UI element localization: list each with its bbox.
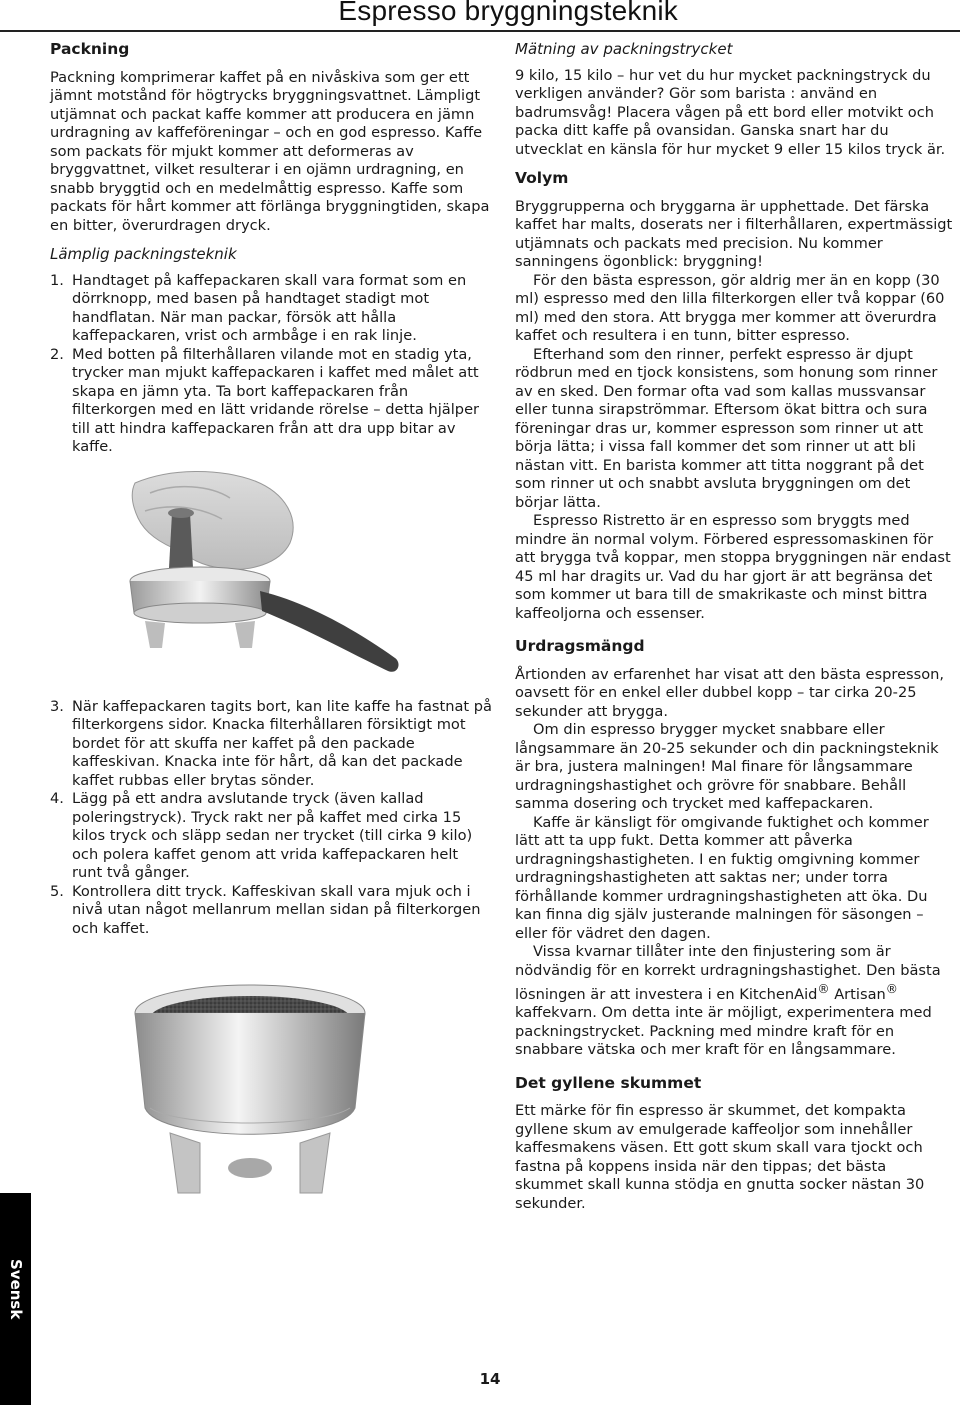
step-text: Handtaget på kaffepackaren skall vara format som en dörrknopp, med basen på handtaget stadigt mot handflatan. När man packar, försök att hålla kaffepackaren, vrist och armbåge i en rak linje. [72, 271, 467, 344]
step-number: 1. [50, 271, 64, 289]
packning-paragraph: Packning komprimerar kaffet på en nivåskiva som ger ett jämnt motstånd för högtrycks bryggningsvattnet. Lämpligt utjämnat och packat kaffe kommer att producera en jämn urdragning av kaffeföreningar – och en god espresso. Kaffe som packats för mjukt kommer att deformeras av bryggvattnet, vilket resulterar i en ojämn urdragning, en snabb bryggtid och en medelmåttig espresso. Kaffe som packats för hårt kommer att förlänga bryggningtiden, skapa en bitter, överurdragen dryck. [50, 68, 490, 234]
steps-list-a [50, 272, 492, 457]
step-number: 2. [50, 345, 64, 363]
registered-mark: ® [817, 982, 830, 996]
step-number: 5. [50, 882, 64, 900]
urdrag-paragraph [515, 943, 955, 1060]
page-number: 14 [479, 1370, 501, 1388]
step-number: 4. [50, 790, 64, 807]
tamping-illustration [50, 463, 450, 688]
urdrag-text: Vissa kvarnar tillåter inte den finjustering som är nödvändig för en korrekt urdragningshastighet. Den bästa lösningen är att investera i en KitchenAid [515, 943, 941, 1003]
language-label: Svensk [7, 1259, 25, 1320]
step-item [50, 272, 492, 346]
urdrag-paragraph: Om din espresso brygger mycket snabbare eller långsammare än 20-25 sekunder och din packningsteknik är bra, justera malningen! Mal finare för långsammare urdragningshastighet och grövre för snabbare. Behåll samma dosering och trycket med kaffepackaren. [515, 721, 939, 812]
volym-paragraph: Espresso Ristretto är en espresso som bryggts med mindre än normal volym. Förbered espressomaskinen för att brygga två koppar, men stoppa bryggningen när endast 45 ml har dragits ur. Vad du har gjort är att begränsa det som kommer ut bara till de smakrikaste och minst bittra kaffeoljorna och essenser. [515, 512, 951, 622]
step-item [50, 698, 492, 791]
urdrag-heading: Urdragsmängd [515, 637, 645, 655]
skum-paragraph: Ett märke för fin espresso är skummet, det kompakta gyllene skum av emulgerade kaffeoljor som innehåller kaffesmakens väsen. Ett gott skum skall vara tjockt och fastna på koppens insida när den tippas; det bästa skummet skall kunna stödja en gnutta socker nästan 30 sekunder. [515, 1102, 925, 1212]
step-text: Med botten på filterhållaren vilande mot en stadig yta, trycker man mjukt kaffepackaren i kaffet med målet att skapa en jämn yta. Ta bort kaffepackaren från filterkorgen med en lätt vridande rörelse – detta hjälper till att hindra kaffepackaren från att dra upp bitar av kaffe. [72, 345, 480, 455]
volym-paragraph: För den bästa espresson, gör aldrig mer än en kopp (30 ml) espresso med den lilla filterkorgen eller två koppar (60 ml) med den stora. Att brygga mer kommer att överurdra kaffet och resultera i en tunn, bitter espresso. [515, 271, 945, 344]
language-tab [0, 1193, 31, 1405]
matning-paragraph: 9 kilo, 15 kilo – hur vet du hur mycket packningstryck du verkligen använder? Gör som barista : använd en badrumsvåg! Placera vågen på ett bord eller motvikt och packa ditt kaffe på ovansidan. Ganska snart har du utvecklat en känsla för hur mycket 9 eller 15 kilos tryck är. [515, 66, 946, 158]
skum-heading: Det gyllene skummet [515, 1073, 702, 1092]
volym-heading: Volym [515, 169, 569, 187]
page-header [0, 0, 960, 32]
registered-mark: ® [885, 982, 898, 996]
page-title: Espresso bryggningsteknik [338, 0, 678, 26]
matning-heading: Mätning av packningstrycket [515, 40, 733, 58]
filter-basket-illustration [50, 958, 450, 1218]
right-column [515, 40, 955, 1223]
step-text: Lägg på ett andra avslutande tryck (även kallad poleringstryck). Tryck rakt ner på kaffet med cirka 15 kilos tryck och släpp sedan ner trycket (till cirka 9 kilo) och polera kaffet genom att vrida kaffepackaren helt runt två gånger. [72, 790, 473, 881]
step-item [50, 790, 492, 883]
step-text: När kaffepackaren tagits bort, kan lite kaffe ha fastnat på filterkorgens sidor. Knacka filterhållaren försiktigt mot bordet för att skuffa ner kaffet på den packade kaffeskivan. Knacka inte för hårt, då kan det packade kaffet rubbas eller brytas sönder. [72, 697, 493, 789]
urdrag-text: kaffekvarn. Om detta inte är möjligt, experimentera med packningstrycket. Packning med mindre kraft för en snabbare vätska och mer kraft för en långsammare. [515, 1004, 932, 1059]
volym-paragraph: Bryggrupperna och bryggarna är upphettade. Det färska kaffet har malts, doserats ner i filterhållaren, expertmässigt utjämnats och packats med precision. Nu kommer sanningens ögonblick: bryggning! [515, 197, 953, 270]
urdrag-paragraph: Kaffe är känsligt för omgivande fuktighet och kommer lätt att ta upp fukt. Detta kommer att påverka urdragningshastigheten. I en fuktig omgivning kommer urdragningshastigheten att saktas ner; under torra förhållande kommer urdragningshastigheten att öka. Du kan finna dig själv justerande malningen för säsongen – eller för vädret den dagen. [515, 813, 929, 942]
step-number: 3. [50, 697, 64, 715]
lamplig-heading: Lämplig packningsteknik [50, 245, 237, 263]
left-column [50, 40, 492, 1228]
steps-list-b [50, 698, 492, 939]
volym-paragraph: Efterhand som den rinner, perfekt espresso är djupt rödbrun med en tjock konsistens, som honung som rinner av en sked. Den formar ofta vad som kallas mussvansar eller tunna sirapströmmar. Eftersom ökat bittra och sura föreningar dras ur, kommer espresson som rinner ut att börja lätta; i vissa fall kommer det som rinner ut att bli nästan vitt. En barista kommer att titta noggrant på det som rinner ut och snabbt avsluta bryggningen om det börjar lätta. [515, 345, 938, 511]
packning-heading: Packning [50, 40, 130, 58]
artisan-text: Artisan [829, 985, 886, 1003]
step-item [50, 346, 492, 457]
step-item [50, 883, 492, 939]
step-text: Kontrollera ditt tryck. Kaffeskivan skall vara mjuk och i nivå utan något mellanrum mellan sidan på filterkorgen och kaffet. [72, 882, 481, 937]
urdrag-paragraph: Årtionden av erfarenhet har visat att den bästa espresson, oavsett för en enkel eller dubbel kopp – tar cirka 20-25 sekunder att brygga. [515, 665, 945, 720]
